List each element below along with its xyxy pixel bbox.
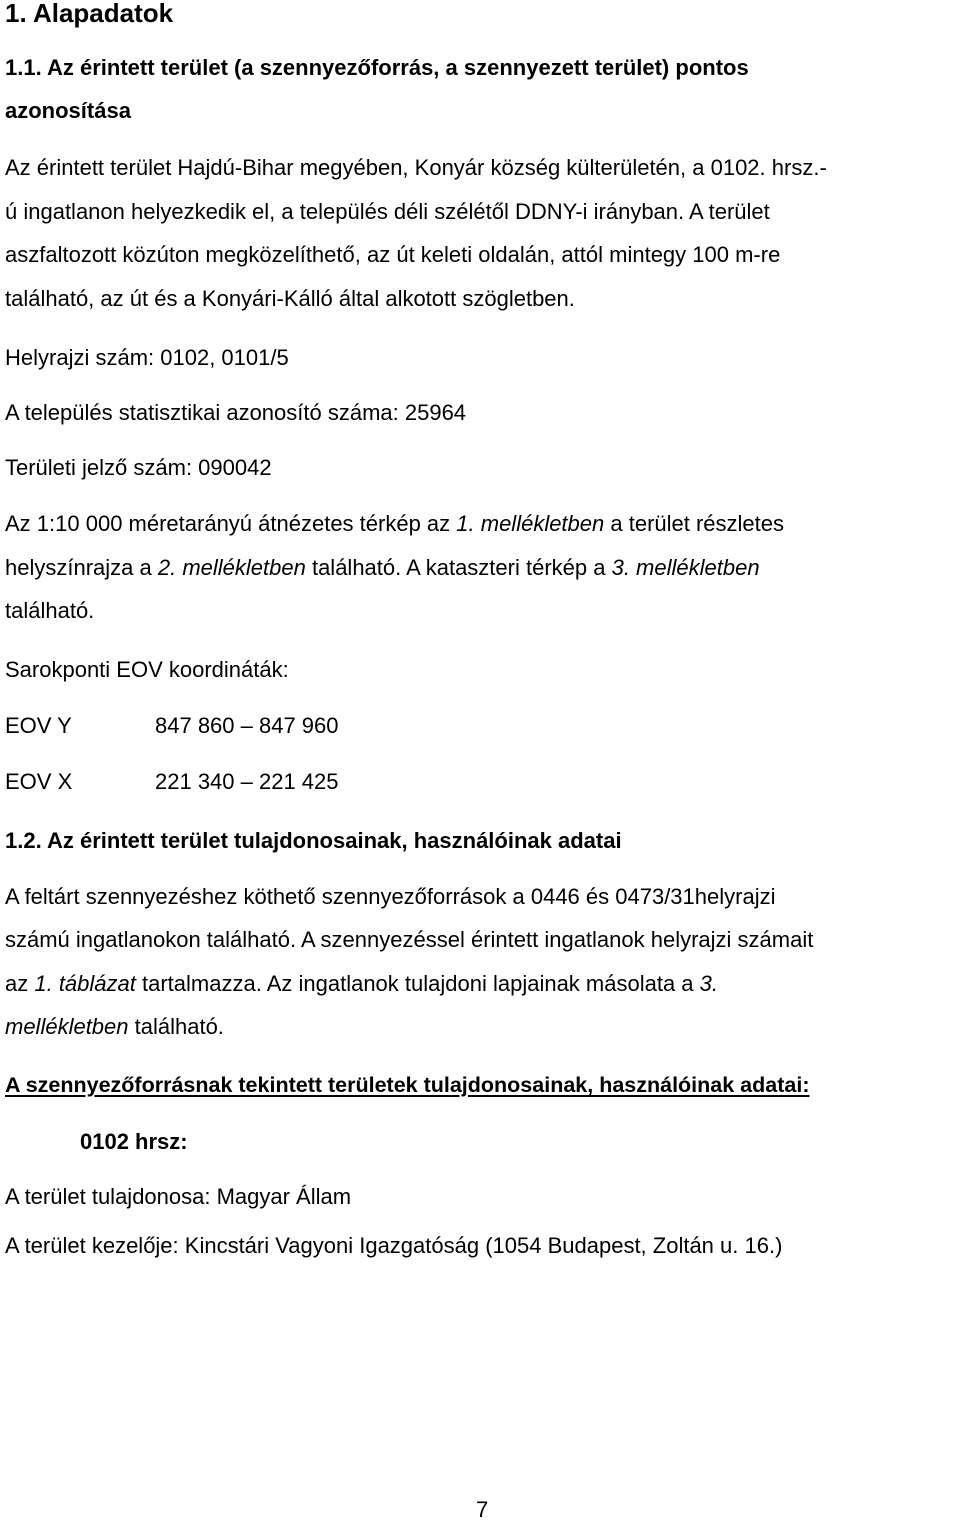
map-line-3: található. <box>5 598 95 623</box>
parcel-numbers: Helyrajzi szám: 0102, 0101/5 <box>5 345 289 370</box>
section-title: 1. Alapadatok <box>5 0 174 28</box>
subsection-number: 1.1. <box>5 55 42 80</box>
appendix-ref: 3. mellékletben <box>611 555 760 580</box>
table-ref: 1. táblázat <box>34 971 136 996</box>
para-text: az <box>5 971 35 996</box>
intro-line-1: Az érintett terület Hajdú-Bihar megyében, Konyár község külterületén, a 0102. hrsz.- <box>5 155 827 180</box>
intro-line-3: aszfaltozott közúton megközelíthető, az út keleti oldalán, attól mintegy 100 m-re <box>5 242 781 267</box>
appendix-ref: 3. <box>699 971 719 996</box>
eov-x-value: 221 340 – 221 425 <box>155 769 339 794</box>
area-code: Területi jelző szám: 090042 <box>5 455 272 480</box>
map-line-1 <box>5 502 784 545</box>
appendix-ref: 2. mellékletben <box>157 555 306 580</box>
map-text: Az 1:10 000 méretarányú átnézetes térkép az <box>5 511 457 536</box>
page-number: 7 <box>476 1497 489 1522</box>
owners-para-line-3 <box>5 962 718 1005</box>
eov-y-value: 847 860 – 847 960 <box>155 713 339 738</box>
para-text: tartalmazza. Az ingatlanok tulajdoni lapjainak másolata a <box>135 971 700 996</box>
statistical-id: A település statisztikai azonosító száma: 25964 <box>5 400 467 425</box>
owner-line: A terület tulajdonosa: Magyar Állam <box>5 1184 352 1209</box>
subsection-1-1-title-line2: azonosítása <box>5 98 131 123</box>
eov-x-label: EOV X <box>5 769 73 794</box>
map-line-2 <box>5 546 760 589</box>
intro-line-2: ú ingatlanon helyezkedik el, a település déli szélétől DDNY-i irányban. A terület <box>5 199 770 224</box>
manager-line: A terület kezelője: Kincstári Vagyoni Igazgatóság (1054 Budapest, Zoltán u. 16.) <box>5 1233 783 1258</box>
eov-heading: Sarokponti EOV koordináták: <box>5 657 289 682</box>
subsection-1-1-title-line1 <box>5 55 749 81</box>
subsection-number: 1.2. <box>5 828 42 853</box>
appendix-ref: mellékletben <box>5 1014 129 1039</box>
eov-x-row <box>5 760 339 803</box>
owners-heading: A szennyezőforrásnak tekintett területek tulajdonosainak, használóinak adatai: <box>5 1073 810 1097</box>
map-text: a terület részletes <box>604 511 785 536</box>
map-text: található. A kataszteri térkép a <box>305 555 612 580</box>
eov-y-label: EOV Y <box>5 713 72 738</box>
para-text: található. <box>128 1014 224 1039</box>
subsection-1-2-title <box>5 828 622 854</box>
subsection-title: Az érintett terület tulajdonosainak, használóinak adatai <box>47 828 622 853</box>
eov-y-row <box>5 704 339 747</box>
owners-para-line-2: számú ingatlanokon található. A szennyezéssel érintett ingatlanok helyrajzi számait <box>5 927 814 952</box>
appendix-ref: 1. mellékletben <box>456 511 605 536</box>
map-text: helyszínrajza a <box>5 555 158 580</box>
parcel-heading: 0102 hrsz: <box>80 1129 188 1154</box>
intro-line-4: található, az út és a Konyári-Kálló által alkotott szögletben. <box>5 286 575 311</box>
owners-para-line-1: A feltárt szennyezéshez köthető szennyezőforrások a 0446 és 0473/31helyrajzi <box>5 884 776 909</box>
owners-para-line-4 <box>5 1005 224 1048</box>
subsection-title: Az érintett terület (a szennyezőforrás, a szennyezett terület) pontos <box>47 55 749 80</box>
